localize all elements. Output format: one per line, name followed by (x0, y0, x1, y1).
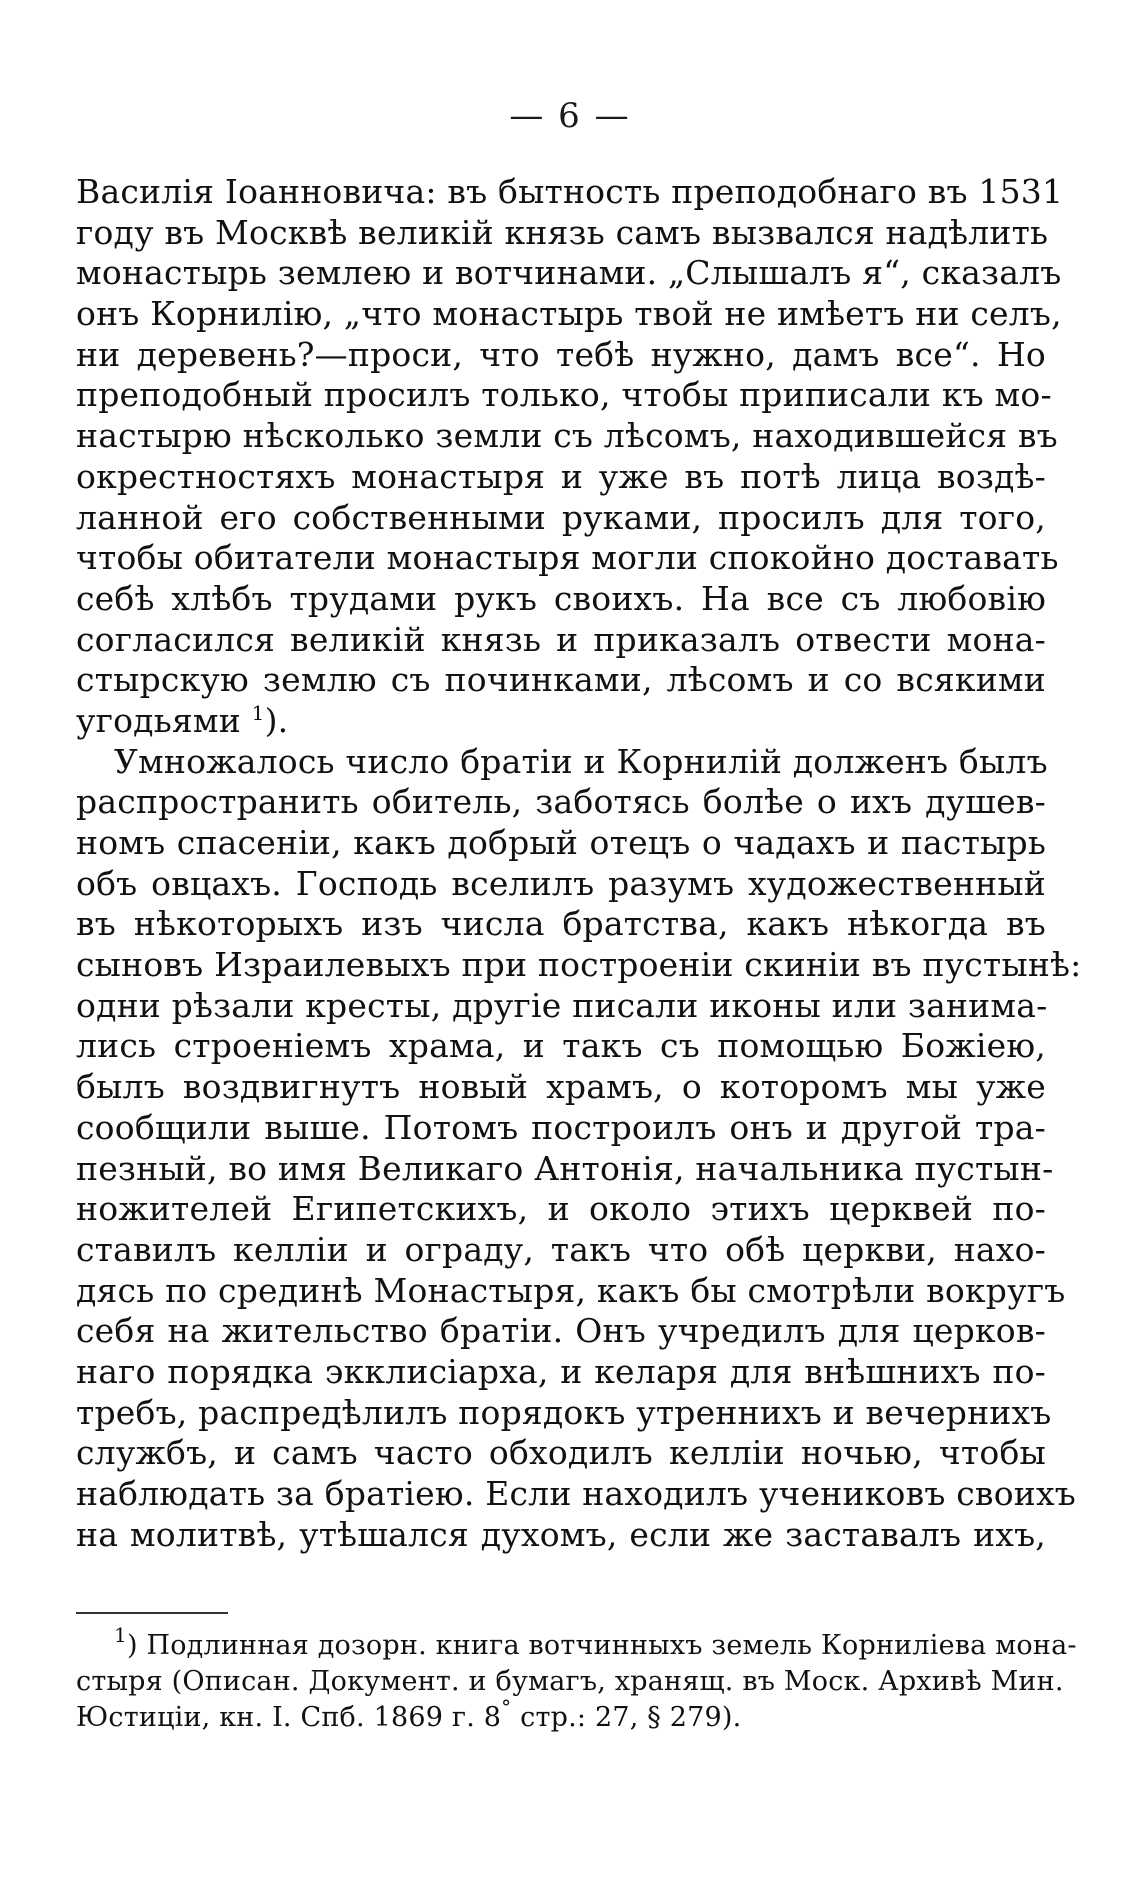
text-line: объ овцахъ. Господь вселилъ разумъ художественный (76, 863, 1046, 903)
text-line: пезный, во имя Великаго Антонія, начальника пустын- (76, 1148, 1054, 1188)
text-line: требъ, распредѣлилъ порядокъ утреннихъ и вечернихъ (76, 1392, 1052, 1432)
text-line: на молитвѣ, утѣшался духомъ, если же заставалъ ихъ, (76, 1514, 1046, 1554)
text-line: сообщили выше. Потомъ построилъ онъ и другой тра- (76, 1107, 1046, 1147)
text-line: былъ воздвигнутъ новый храмъ, о которомъ мы уже (76, 1067, 1046, 1107)
text-line: номъ спасеніи, какъ добрый отецъ о чадахъ и пастырь (76, 823, 1046, 862)
footnote-text: Юстиціи, кн. I. Спб. 1869 г. 8 (76, 1702, 502, 1733)
text-line: ножителей Египетскихъ, и около этихъ церквей по- (76, 1189, 1046, 1229)
text-line: стырскую землю съ починками, лѣсомъ и со всякими (76, 660, 1046, 700)
text-line: въ нѣкоторыхъ изъ числа братства, какъ нѣкогда въ (76, 904, 1046, 944)
text-line: преподобный просилъ только, чтобы приписали къ мо- (76, 375, 1052, 415)
text-line: наго порядка экклисіарха, и келаря для внѣшнихъ по- (76, 1351, 1046, 1391)
footnote-line: стыря (Описан. Документ. и бумагъ, хранящ. въ Моск. Архивѣ Мин. (76, 1666, 1064, 1697)
text-line: наблюдать за братіею. Если находилъ учениковъ своихъ (76, 1474, 1076, 1513)
paragraph-first-line: Умножалось число братіи и Корнилій долженъ былъ (114, 741, 1048, 781)
footnote-text: стр.: 27, § 279). (520, 1702, 742, 1733)
text-line: Василія Іоанновича: въ бытность преподобнаго въ 1531 (76, 172, 1064, 211)
text-line: себя на жительство братіи. Онъ учредилъ для церков- (76, 1311, 1046, 1351)
text-line: ланной его собственными руками, просилъ для того, (76, 497, 1046, 537)
text-line: согласился великій князь и приказалъ отвести мона- (76, 619, 1046, 659)
text-line: ставилъ келліи и ограду, такъ что обѣ церкви, нахо- (76, 1229, 1046, 1269)
text-line: дясь по срединѣ Монастыря, какъ бы смотрѣли вокругъ (76, 1270, 1066, 1310)
footnote-text: ) Подлинная дозорн. книга вотчинныхъ земель Корниліева мона- (126, 1630, 1077, 1661)
footnote-divider (76, 1612, 228, 1614)
text-line: службъ, и самъ часто обходилъ келліи ночью, чтобы (76, 1433, 1046, 1473)
text-line: монастырь землею и вотчинами. „Слышалъ я“, сказалъ (76, 253, 1062, 293)
page-number: — 6 — (509, 96, 631, 136)
footnote-line (76, 1623, 1077, 1664)
text-line-end: ). (264, 700, 289, 740)
text-line: окрестностяхъ монастыря и уже въ потѣ лица воздѣ- (76, 456, 1046, 496)
degree-mark: ° (501, 1695, 512, 1719)
text-line-start: угодьями (76, 700, 241, 740)
text-line: настырю нѣсколько земли съ лѣсомъ, находившейся въ (76, 416, 1058, 456)
text-line: одни рѣзали кресты, другіе писали иконы или занима- (76, 985, 1048, 1025)
main-text-block (76, 172, 1082, 1555)
text-line: себѣ хлѣбъ трудами рукъ своихъ. На все съ любовію (76, 578, 1046, 618)
text-line: ни деревень?—проси, что тебѣ нужно, дамъ все“. Но (76, 334, 1046, 374)
text-line: году въ Москвѣ великій князь самъ вызвался надѣлить (76, 212, 1049, 252)
footnote-marker: 1 (114, 1623, 127, 1647)
footnote-reference[interactable]: 1 (251, 700, 265, 725)
text-line: сыновъ Израилевыхъ при построеніи скиніи въ пустынѣ: (76, 945, 1082, 985)
footnote-block (76, 1623, 1077, 1736)
text-line: онъ Корнилію, „что монастырь твой не имѣетъ ни селъ, (76, 294, 1062, 334)
text-line: лись строеніемъ храма, и такъ съ помощью Божіею, (76, 1026, 1046, 1066)
text-line-with-footnote (76, 701, 1046, 742)
text-line: чтобы обитатели монастыря могли спокойно доставать (76, 538, 1059, 578)
footnote-line (76, 1695, 1046, 1736)
text-line: распространить обитель, заботясь болѣе о ихъ душев- (76, 782, 1046, 822)
